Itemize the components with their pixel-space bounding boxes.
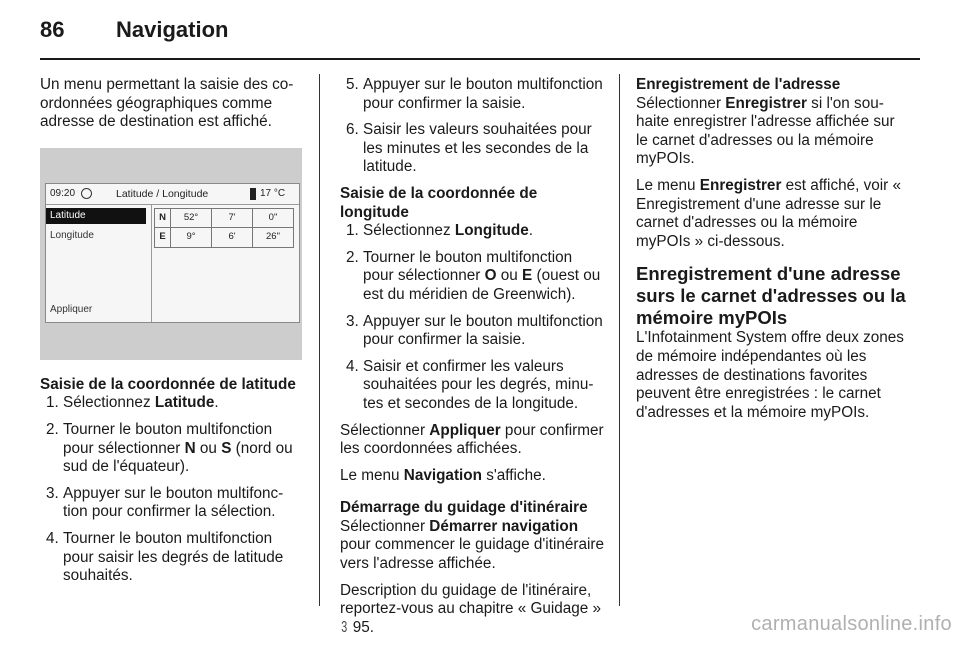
section-body: L'Infotainment System offre deux zones de mémoire indépendantes où les adresses de destinations favorites peuvent être enregistrées : le carnet d'adresses et la mémoire myPOIs. xyxy=(636,329,904,421)
watermark: carmanualsonline.info xyxy=(751,613,952,635)
page-title: Navigation xyxy=(116,17,229,42)
coordinate-grid xyxy=(154,208,294,248)
list-item: 6. Saisir les valeurs souhaitées pour les minutes et les secondes de la latitude. xyxy=(346,121,592,176)
list-item: 5. Appuyer sur le bouton multifonction pour confirmer la saisie. xyxy=(346,76,603,112)
screen-item-longitude[interactable]: Longitude xyxy=(50,229,94,241)
screen-title: Latitude / Longitude xyxy=(116,187,209,200)
list-item: 2. Tourner le bouton multifonction pour sélectionner O ou E (ouest ou est du méridien de Greenwich). xyxy=(346,248,601,303)
list-item: 3. Appuyer sur le bouton multifonction pour confirmer la saisie. xyxy=(346,312,603,349)
list-item: 4. Saisir et confirmer les valeurs souhaitées pour les degrés, minutes et secondes de la longitude. xyxy=(346,357,594,412)
lon-seconds[interactable]: 26" xyxy=(253,228,294,248)
list-item: 2. Tourner le bouton multifonction pour sélectionner N ou S (nord ou sud de l'équateur). xyxy=(46,420,293,476)
apply-paragraph: Sélectionner Appliquer pour confirmer les coordonnées affichées. xyxy=(340,421,604,458)
latitude-steps-continued xyxy=(340,76,604,177)
clock-icon xyxy=(81,188,92,199)
column-3 xyxy=(636,76,906,430)
screen-time: 09:20 xyxy=(50,187,76,199)
intro-paragraph: Un menu permettant la saisie des coordonnées géographiques comme adresse de destination est affiché. xyxy=(40,76,294,131)
latitude-steps xyxy=(40,394,302,585)
screen-menu xyxy=(46,205,152,322)
list-item: 1. Sélectionnez Longitude. xyxy=(346,222,534,240)
column-divider xyxy=(319,74,320,606)
longitude-steps xyxy=(340,222,604,413)
list-item: 4. Tourner le bouton multifonction pour saisir les degrés de latitude souhaités. xyxy=(46,529,284,585)
save-paragraph: Sélectionner Enregistrer si l'on souhaite enregistrer l'adresse affichée sur le carnet d'adresses ou la mémoire myPOIs. xyxy=(636,94,895,168)
screen-title-bar xyxy=(46,184,299,205)
screen-item-latitude[interactable]: Latitude xyxy=(46,208,146,224)
save-menu-paragraph: Le menu Enregistrer est affiché, voir « Enregistrement d'une adresse sur le carnet d'adresses ou la mémoire myPOIs » ci-dessous. xyxy=(636,176,902,250)
column-divider xyxy=(619,74,620,606)
lat-direction[interactable]: N xyxy=(155,208,171,228)
coordinate-screen xyxy=(45,183,300,323)
section-heading: Enregistrement d'une adresse surs le carnet d'adresses ou la mémoire myPOIs xyxy=(636,263,906,329)
screen-apply-item[interactable]: Appliquer xyxy=(50,304,93,316)
lat-seconds[interactable]: 0" xyxy=(253,208,294,228)
list-item: 3. Appuyer sur le bouton multifonction pour confirmer la sélection. xyxy=(46,484,284,521)
lat-degrees[interactable]: 52° xyxy=(171,208,212,228)
menu-paragraph: Le menu Navigation s'affiche. xyxy=(340,466,546,484)
page-number: 86 xyxy=(40,17,65,42)
screen-temperature: 17 °C xyxy=(260,187,286,199)
lon-minutes[interactable]: 6' xyxy=(212,228,253,248)
save-heading: Enregistrement de l'adresse xyxy=(636,76,841,93)
screen-figure xyxy=(40,148,302,360)
guidance-heading: Démarrage du guidage d'itinéraire xyxy=(340,499,588,517)
coordinate-row-lat xyxy=(155,208,294,228)
column-2 xyxy=(340,76,604,645)
page-reference-icon: 3 xyxy=(341,618,348,636)
column-1 xyxy=(40,76,302,594)
lon-degrees[interactable]: 9° xyxy=(171,228,212,248)
description-paragraph: Description du guidage de l'itinéraire, reportez-vous au chapitre « Guidage » 3 95. xyxy=(340,581,602,636)
thermometer-icon xyxy=(250,188,256,200)
lat-minutes[interactable]: 7' xyxy=(212,208,253,228)
longitude-heading: Saisie de la coordonnée de longitude xyxy=(340,184,538,221)
list-item: 1. Sélectionnez Latitude. xyxy=(46,394,219,412)
latitude-heading: Saisie de la coordonnée de latitude xyxy=(40,375,296,393)
header-rule xyxy=(40,58,920,60)
guidance-paragraph: Sélectionner Démarrer navigation pour commencer le guidage d'itinéraire vers l'adresse affichée. xyxy=(340,517,604,573)
lon-direction[interactable]: E xyxy=(155,228,171,248)
coordinate-row-lon xyxy=(155,228,294,248)
